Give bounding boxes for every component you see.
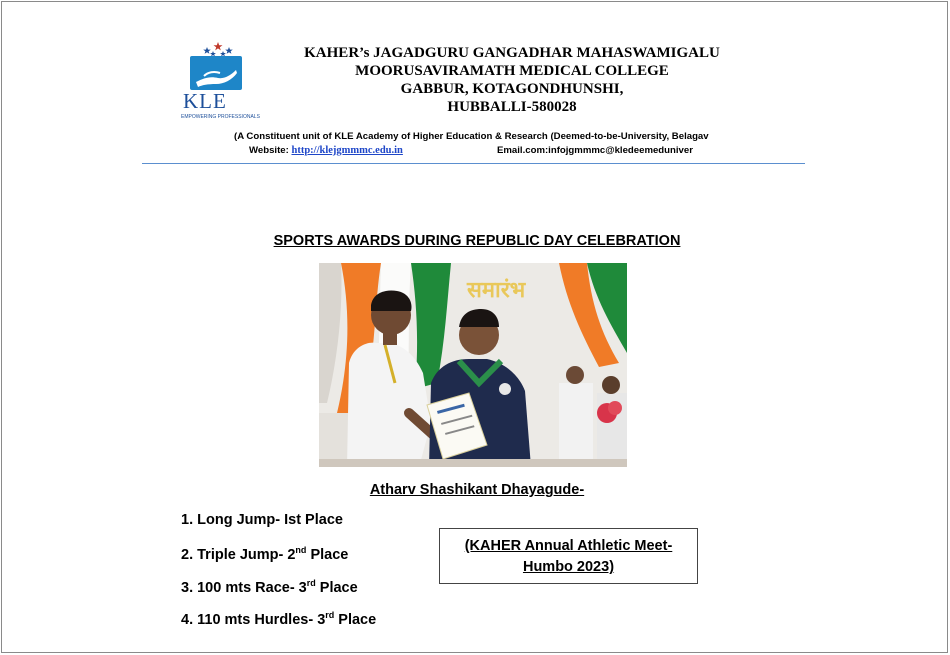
document-page bbox=[1, 1, 948, 653]
award-text: 2. Triple Jump- 2 bbox=[181, 546, 296, 563]
award-photo bbox=[319, 263, 627, 467]
event-line: Humbo 2023) bbox=[522, 559, 615, 575]
event-line: (KAHER Annual Athletic Meet- bbox=[464, 538, 673, 554]
award-suffix: Place bbox=[315, 579, 358, 596]
logo-tagline: EMPOWERING PROFESSIONALS bbox=[181, 114, 260, 120]
website-label: Website: bbox=[249, 145, 289, 156]
event-box bbox=[439, 528, 698, 584]
banner-text: समारंभ bbox=[467, 278, 526, 303]
award-text: 1. Long Jump- Ist Place bbox=[181, 512, 343, 528]
website-line bbox=[249, 145, 403, 156]
award-text: 4. 110 mts Hurdles- 3 bbox=[181, 611, 326, 628]
constituent-note: (A Constituent unit of KLE Academy of Higher Education & Research (Deemed-to-be-University, Belagav bbox=[234, 131, 709, 142]
student-name: Atharv Shashikant Dhayagude- bbox=[369, 482, 585, 498]
award-ordinal: nd bbox=[295, 545, 307, 555]
kle-logo bbox=[180, 42, 260, 122]
college-line: KAHER’s JAGADGURU GANGADHAR MAHASWAMIGALU bbox=[304, 45, 720, 61]
logo-text: KLE bbox=[183, 89, 227, 113]
award-text: 3. 100 mts Race- 3 bbox=[181, 579, 307, 596]
header-divider bbox=[142, 163, 805, 164]
award-item-triple-jump bbox=[181, 545, 348, 563]
award-suffix: Place bbox=[306, 546, 349, 563]
hand-icon bbox=[190, 56, 242, 90]
college-line: MOORUSAVIRAMATH MEDICAL COLLEGE bbox=[355, 63, 669, 79]
award-item-long-jump bbox=[181, 512, 343, 528]
page-title: SPORTS AWARDS DURING REPUBLIC DAY CELEBRATION bbox=[273, 233, 681, 249]
award-suffix: Place bbox=[334, 611, 377, 628]
college-name bbox=[267, 44, 757, 116]
college-line: GABBUR, KOTAGONDHUNSHI, bbox=[400, 81, 624, 97]
award-ordinal: rd bbox=[325, 610, 335, 620]
college-line: HUBBALLI-580028 bbox=[447, 99, 577, 115]
award-ordinal: rd bbox=[306, 578, 316, 588]
email-line: Email.com:infojgmmmc@kledeemeduniver bbox=[497, 145, 693, 156]
website-link[interactable]: http://klejgmmmc.edu.in bbox=[291, 145, 403, 156]
award-item-100m bbox=[181, 578, 358, 596]
award-item-110m-hurdles bbox=[181, 610, 376, 628]
logo-blue-panel bbox=[190, 56, 242, 90]
